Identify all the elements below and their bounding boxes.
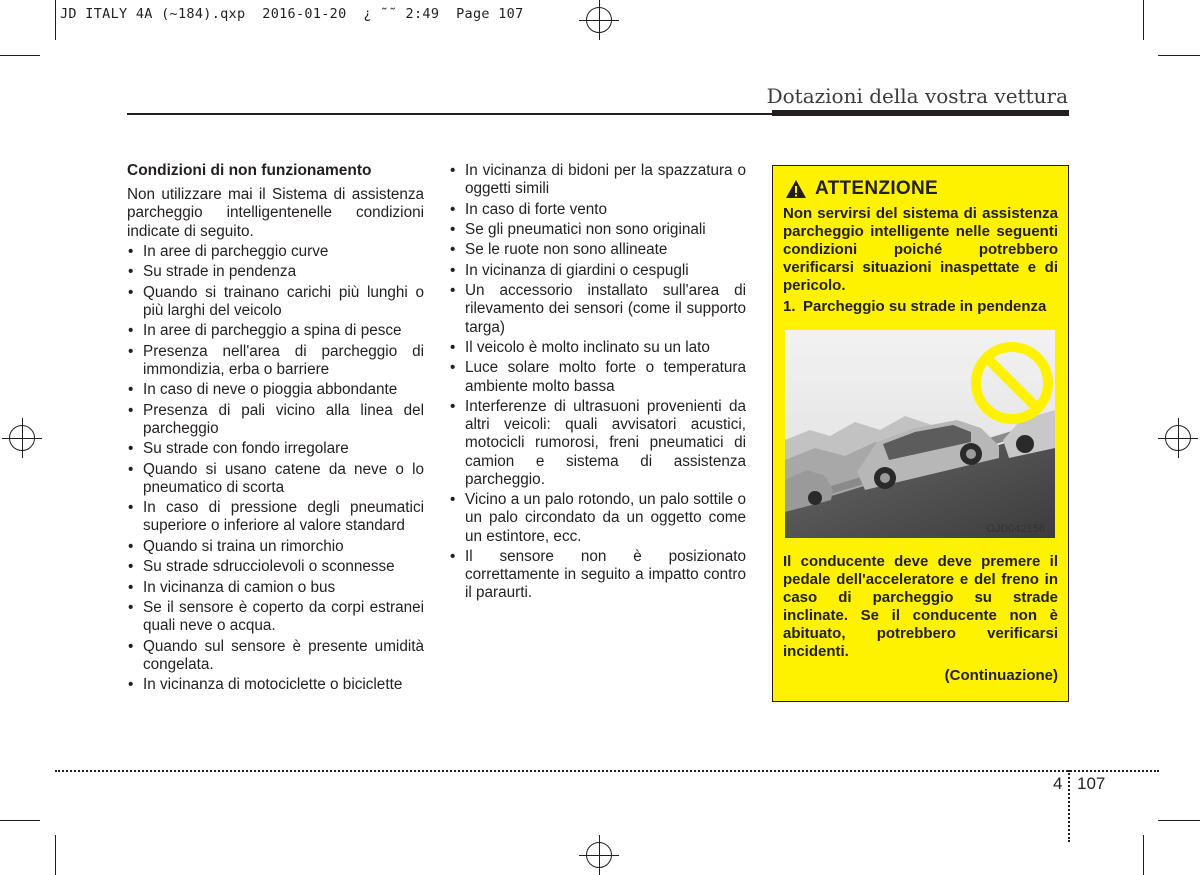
slope-parking-illustration bbox=[785, 330, 1055, 538]
list-item: • In vicinanza di camion o bus bbox=[127, 579, 424, 597]
list-item: • Quando sul sensore è presente umidità congelata. bbox=[127, 638, 424, 674]
condition-list bbox=[127, 243, 424, 694]
list-item: • Presenza nell'area di parcheggio di immondizia, erba o barriere bbox=[127, 343, 424, 379]
header-rule-thick bbox=[772, 110, 1069, 116]
header-rule bbox=[127, 113, 772, 115]
list-item: • Se il sensore è coperto da corpi estranei quali neve o acqua. bbox=[127, 599, 424, 635]
list-item: • Su strade in pendenza bbox=[127, 263, 424, 281]
list-item: • Se gli pneumatici non sono originali bbox=[449, 221, 746, 239]
list-item: • In aree di parcheggio a spina di pesce bbox=[127, 322, 424, 340]
list-item: • Quando si trainano carichi più lunghi o più larghi del veicolo bbox=[127, 284, 424, 320]
crop-mark bbox=[55, 0, 56, 40]
list-item: • Presenza di pali vicino alla linea del parcheggio bbox=[127, 402, 424, 438]
list-item: • Luce solare molto forte o temperatura ambiente molto bassa bbox=[449, 359, 746, 395]
list-item: • Il veicolo è molto inclinato su un lato bbox=[449, 339, 746, 357]
list-item: • Se le ruote non sono allineate bbox=[449, 241, 746, 259]
list-item: • Interferenze di ultrasuoni provenienti da altri veicoli: quali avvisatori acustici, motocicli rumorosi, freni pneumatici di camion e sistema di assistenza parcheggio. bbox=[449, 398, 746, 489]
chapter-number: 4 bbox=[1053, 774, 1063, 793]
warning-text-driver: Il conducente deve deve premere il pedale dell'acceleratore e del freno in caso di parcheggio su strade inclinate. Se il conducente non è abituato, potrebbero verificarsi incidenti. bbox=[783, 553, 1058, 660]
crop-mark bbox=[0, 820, 40, 821]
registration-mark-top bbox=[579, 0, 619, 40]
crop-mark bbox=[1143, 835, 1144, 875]
condition-list-continued bbox=[449, 162, 746, 603]
crop-mark bbox=[1158, 820, 1200, 821]
list-item: • Vicino a un palo rotondo, un palo sottile o un palo circondato da un oggetto come un estintore, ecc. bbox=[449, 491, 746, 546]
list-item: • In vicinanza di motociclette o biciclette bbox=[127, 676, 424, 694]
list-item: • Su strade sdrucciolevoli o sconnesse bbox=[127, 558, 424, 576]
crop-mark bbox=[0, 55, 40, 56]
list-item: • In caso di neve o pioggia abbondante bbox=[127, 381, 424, 399]
footer-dotted-divider bbox=[1068, 770, 1070, 842]
list-item: • In vicinanza di giardini o cespugli bbox=[449, 262, 746, 280]
column-middle bbox=[449, 162, 746, 605]
warning-item-number: 1. bbox=[783, 298, 796, 315]
warning-header bbox=[783, 178, 1058, 200]
crop-mark bbox=[1158, 55, 1200, 56]
print-slug: JD ITALY 4A (~184).qxp 2016-01-20 ¿ ˜˜ 2:49 Page 107 bbox=[60, 6, 524, 22]
continuation-label: (Continuazione) bbox=[944, 667, 1058, 684]
footer-dotted-rule bbox=[55, 770, 1159, 772]
page-header-title: Dotazioni della vostra vettura bbox=[766, 84, 1068, 108]
section-title: Condizioni di non funzionamento bbox=[127, 162, 372, 179]
warning-item-text: Parcheggio su strade in pendenza bbox=[803, 298, 1047, 315]
warning-triangle-icon bbox=[785, 179, 807, 199]
crop-mark bbox=[1143, 0, 1144, 40]
image-code: OJD042156 bbox=[986, 523, 1045, 535]
column-left bbox=[127, 162, 424, 696]
list-item: • Quando si usano catene da neve o lo pneumatico di scorta bbox=[127, 461, 424, 497]
list-item: • Un accessorio installato sull'area di rilevamento dei sensori (come il supporto targa) bbox=[449, 282, 746, 337]
warning-item bbox=[783, 298, 1058, 316]
warning-box bbox=[772, 165, 1069, 702]
list-item: • In caso di pressione degli pneumatici superiore o inferiore al valore standard bbox=[127, 499, 424, 535]
list-item: • Quando si traina un rimorchio bbox=[127, 538, 424, 556]
list-item: • Il sensore non è posizionato correttamente in seguito a impatto contro il paraurti. bbox=[449, 548, 746, 603]
registration-mark-left bbox=[2, 418, 42, 458]
list-item: • Su strade con fondo irregolare bbox=[127, 440, 424, 458]
registration-mark-right bbox=[1158, 418, 1198, 458]
list-item: • In aree di parcheggio curve bbox=[127, 243, 424, 261]
page-number: 107 bbox=[1077, 774, 1106, 793]
car-on-slope-image bbox=[785, 330, 1055, 538]
crop-mark bbox=[55, 835, 56, 875]
registration-mark-bottom bbox=[579, 835, 619, 875]
list-item: • In vicinanza di bidoni per la spazzatura o oggetti simili bbox=[449, 162, 746, 198]
warning-text: Non servirsi del sistema di assistenza parcheggio intelligente nelle seguenti condizioni poiché potrebbero verificarsi situazioni inaspettate e di pericolo. bbox=[783, 205, 1058, 294]
list-item: • In caso di forte vento bbox=[449, 201, 746, 219]
warning-title: ATTENZIONE bbox=[815, 178, 938, 199]
intro-paragraph: Non utilizzare mai il Sistema di assistenza parcheggio intelligentenelle condizioni indicate di seguito. bbox=[127, 186, 424, 240]
